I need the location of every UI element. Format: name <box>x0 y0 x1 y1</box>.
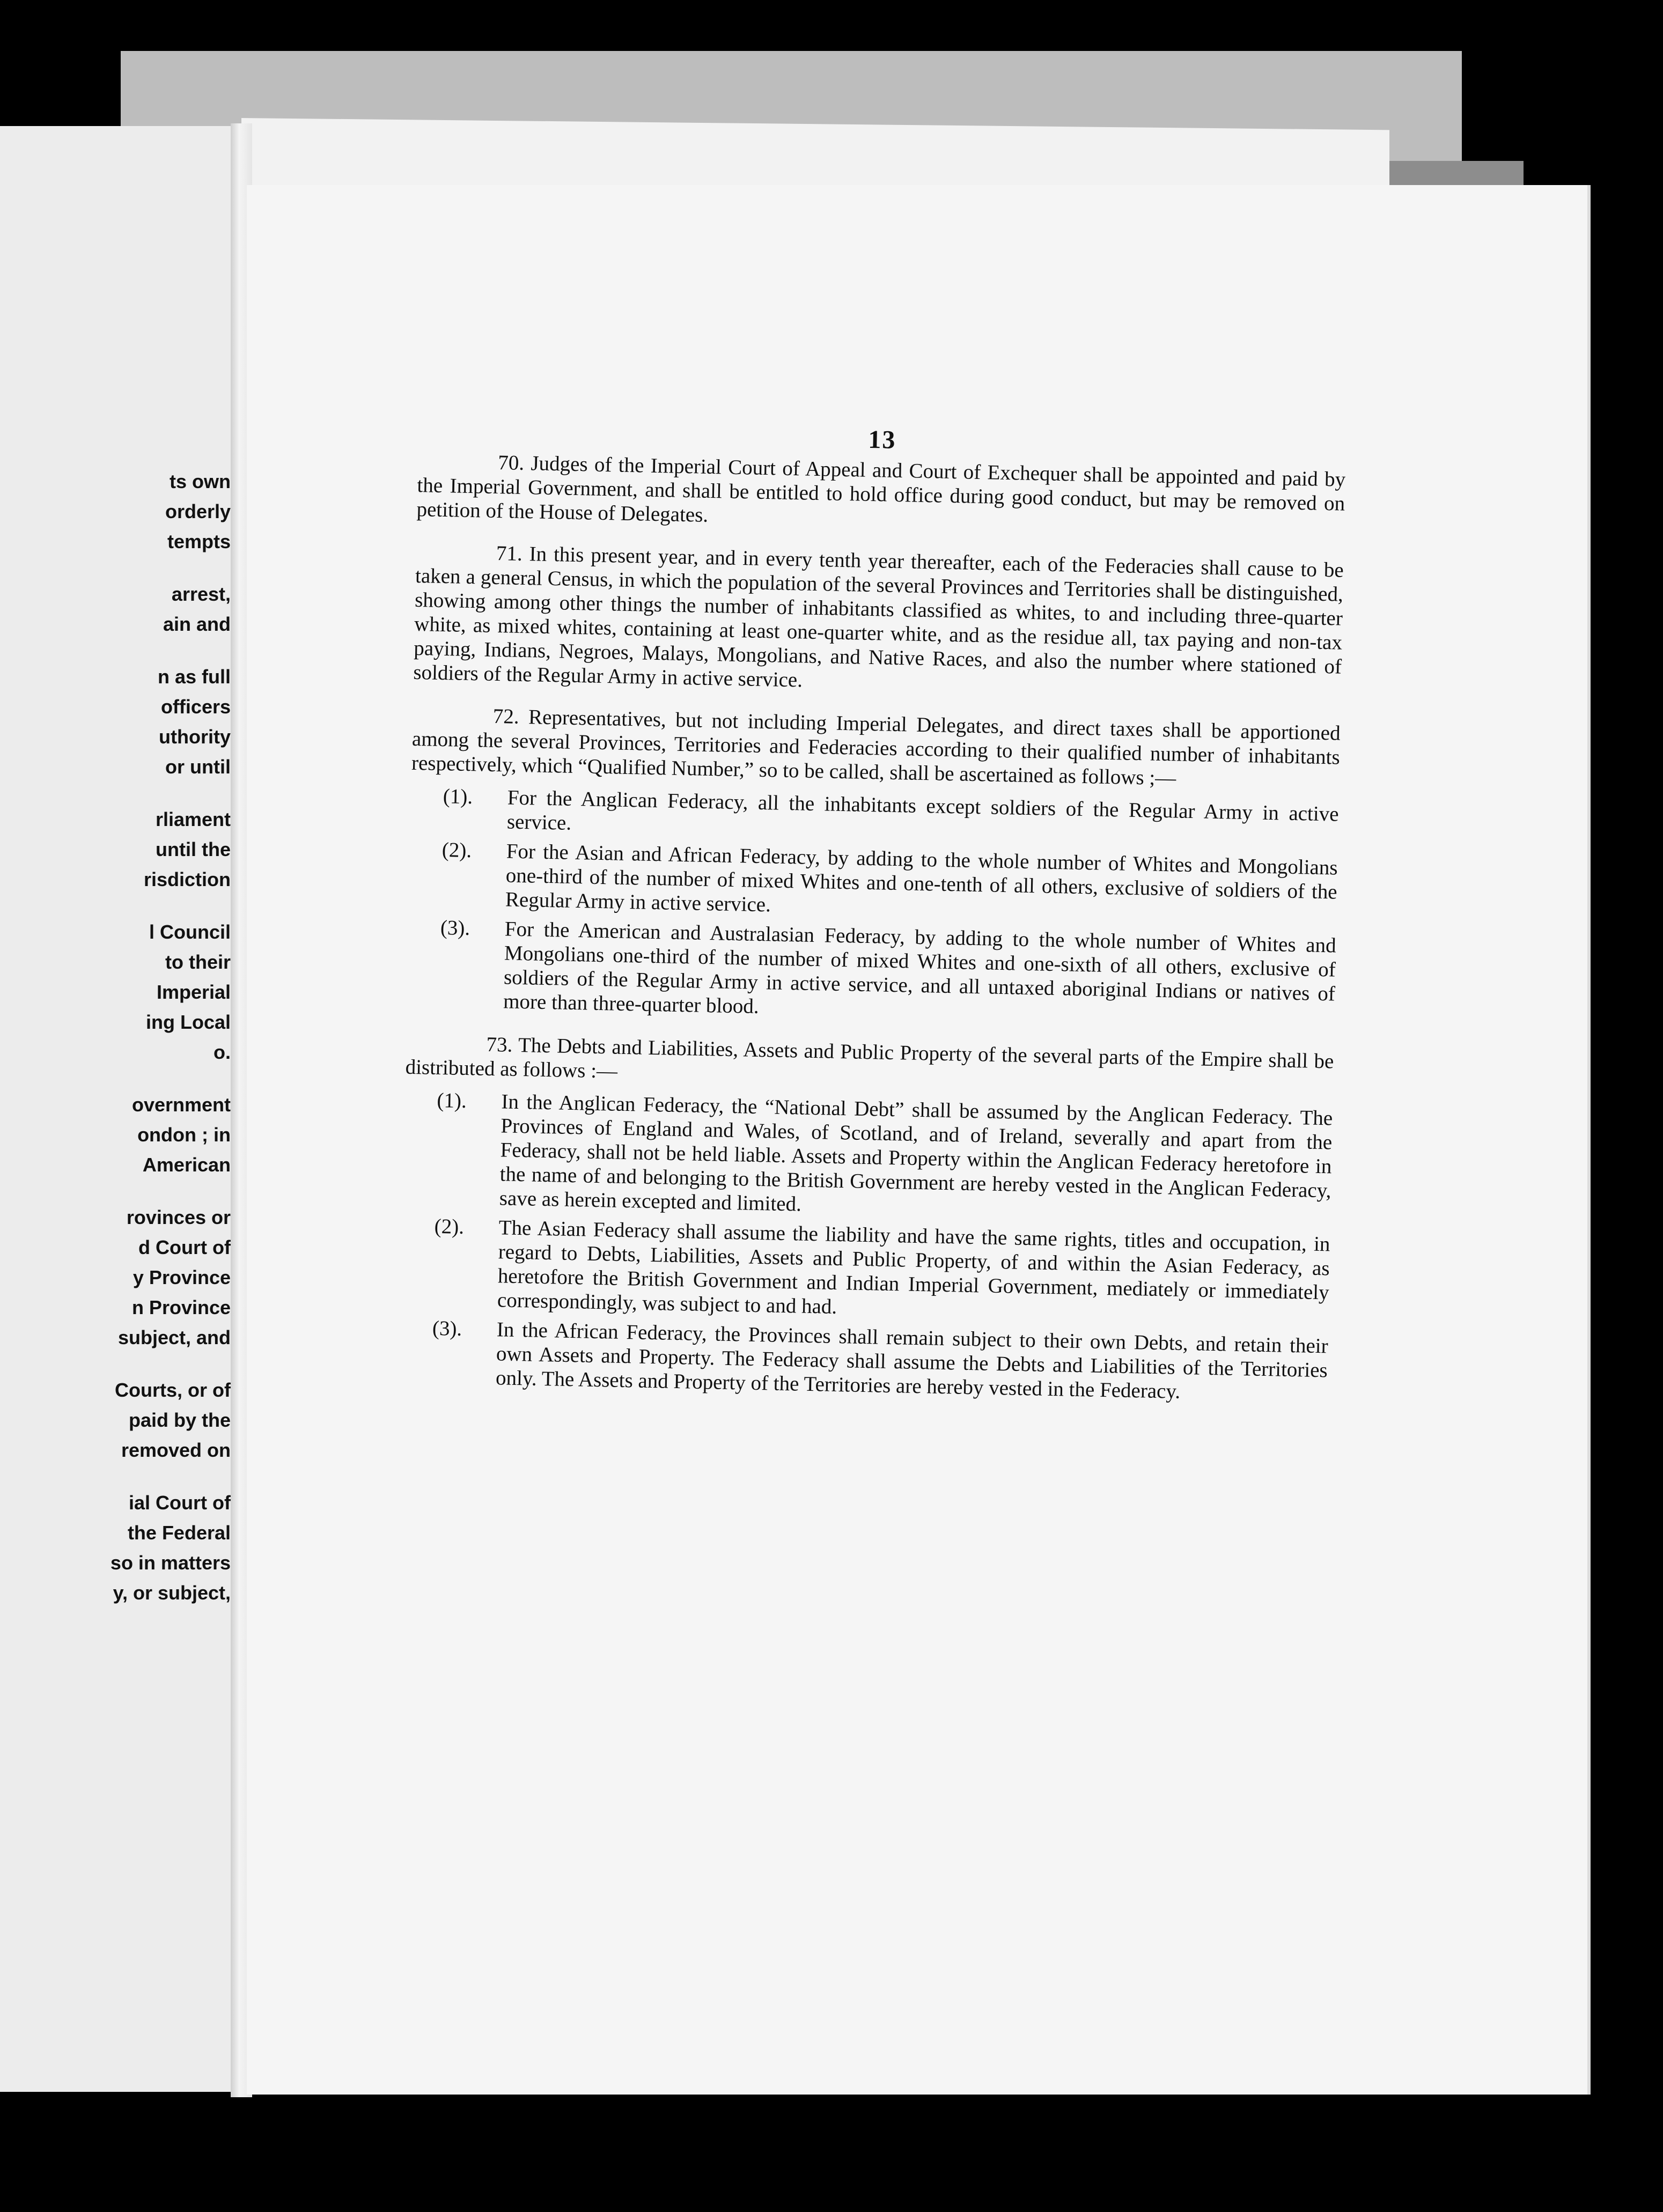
list-item-text: For the Asian and African Federacy, by adding to the whole number of Whites and Mongolians one-third of the number of mixed Whites and one-tenth of all others, exclusive of soldiers of the Regular Army in active service. <box>505 839 1338 917</box>
left-page-line: overnment <box>131 1094 231 1116</box>
section-text: In this present year, and in every tenth year thereafter, each of the Federacies shall cause to be taken a general Census, in which the population of the several Provinces and Territories shall be distinguished, showing among other things the number of inhabitants classified as whites, to and including three-quarter white, as mixed whites, containing at least one-quarter white, and as the residue all, tax paying and non-tax paying, Indians, Negroes, Malays, Mongolians, and Native Races, and also the number where stationed of soldiers of the Regular Army in active service. <box>413 542 1344 692</box>
left-page-line: y Province <box>133 1266 231 1288</box>
section-number: 70. <box>497 451 525 475</box>
page-number: 13 <box>867 425 896 454</box>
left-page-line: until the <box>156 838 231 860</box>
left-page-line: ain and <box>163 613 231 635</box>
left-page-line: Courts, or of <box>115 1379 231 1401</box>
list-item <box>402 1088 1333 1227</box>
left-page-line: rovinces or <box>126 1206 231 1228</box>
list-item-text: The Asian Federacy shall assume the liability and have the same rights, titles and occupation, in regard to Debts, Liabilities, Assets and Public Property, of and within the Asian Federacy, as heretofore the British Government and Indian Imperial Government, mediately or immediately correspondingly, was subject to and had. <box>497 1216 1330 1318</box>
section-number: 71. <box>496 541 523 565</box>
left-page-line: arrest, <box>171 583 231 605</box>
section-text: Judges of the Imperial Court of Appeal and Court of Exchequer shall be appointed and paid by the Imperial Government, and shall be entitled to hold office during good conduct, but may be removed on petition of the House of Delegates. <box>416 452 1346 527</box>
left-page-line: subject, and <box>117 1326 231 1348</box>
left-page-line: officers <box>160 696 231 718</box>
section-72-list <box>407 784 1339 1030</box>
left-page-line: n Province <box>131 1296 231 1318</box>
section-73 <box>405 1031 1334 1098</box>
section-number: 73. <box>486 1033 513 1057</box>
section-70 <box>416 449 1345 540</box>
line-gap <box>0 557 231 579</box>
section-text: Representatives, but not including Imperial Delegates, and direct taxes shall be apportioned among the several Provinces, Territories and Federacies according to their qualified number of inhabitants respectively, which “Qualified Number,” so to be called, shall be ascertained as follows ;— <box>411 705 1341 790</box>
line-gap <box>0 1067 231 1090</box>
page-content <box>399 418 1346 1426</box>
list-item <box>399 1316 1328 1407</box>
left-page-line: or until <box>165 756 231 778</box>
list-item-label: (1). <box>443 785 473 809</box>
left-page-line: ial Court of <box>129 1492 231 1514</box>
line-gap <box>0 639 231 662</box>
list-item-text: For the Anglican Federacy, all the inhabitants except soldiers of the Regular Army in active service. <box>506 786 1339 835</box>
section-72 <box>411 703 1341 794</box>
list-item <box>407 915 1336 1030</box>
left-page-line: paid by the <box>128 1409 231 1431</box>
line-gap <box>0 782 231 805</box>
left-page-line: American <box>142 1154 231 1176</box>
left-page-line: ondon ; in <box>137 1124 231 1146</box>
list-item-label: (3). <box>440 916 470 940</box>
list-item-label: (2). <box>434 1214 465 1239</box>
list-item <box>409 837 1338 928</box>
left-page-line: ts own <box>170 470 231 492</box>
list-item <box>401 1214 1330 1329</box>
line-gap <box>0 895 231 917</box>
section-text: The Debts and Liabilities, Assets and Public Property of the several parts of the Empire shall be distributed as follows :— <box>405 1033 1334 1083</box>
left-page-text <box>0 467 231 1608</box>
left-page-line: to their <box>165 951 231 973</box>
line-gap <box>0 1353 231 1375</box>
section-71 <box>413 540 1344 703</box>
left-page-line: removed on <box>121 1439 231 1461</box>
left-page-line: l Council <box>149 921 231 943</box>
left-page-line: uthority <box>159 726 231 748</box>
left-page-line: d Court of <box>138 1236 231 1258</box>
list-item-text: For the American and Australasian Federacy, by adding to the whole number of Whites and Mongolians one-third of the number of mixed Whites and one-sixth of all others, exclusive of soldiers of the Regular Army in active service, and all untaxed aboriginal Indians or natives of more than three-quarter blood. <box>503 917 1337 1018</box>
left-page-line: Imperial <box>156 981 231 1003</box>
left-page-line: ing Local <box>145 1011 231 1033</box>
list-item-label: (3). <box>432 1316 462 1340</box>
left-page-line: tempts <box>167 530 231 552</box>
left-page-line: risdiction <box>143 868 231 890</box>
section-number: 72. <box>492 704 520 728</box>
left-page-line: so in matters <box>110 1552 231 1574</box>
left-page-line: o. <box>214 1041 231 1063</box>
line-gap <box>0 1465 231 1488</box>
list-item-label: (1). <box>437 1088 467 1113</box>
list-item-label: (2). <box>441 838 472 862</box>
left-page-line: the Federal <box>127 1522 231 1544</box>
left-page-line: y, or subject, <box>113 1582 231 1604</box>
left-page-line: n as full <box>157 666 231 688</box>
left-page-line: rliament <box>155 808 231 830</box>
line-gap <box>0 1180 231 1203</box>
left-page-line: orderly <box>165 500 231 522</box>
list-item-text: In the African Federacy, the Provinces shall remain subject to their own Debts, and retain their own Assets and Property. The Federacy shall assume the Debts and Liabilities of the Territories only. The Assets and Property of the Territories are hereby vested in the Federacy. <box>495 1318 1329 1403</box>
section-73-list <box>399 1088 1333 1407</box>
list-item-text: In the Anglican Federacy, the “National Debt” shall be assumed by the Anglican Federacy. The Provinces of England and Wales, of Scotland, and of Ireland, severally and apart from the Federacy, shall not be held liable. Assets and Property within the Anglican Federacy heretofore in the name of and belonging to the British Government are hereby vested in the Anglican Federacy, save as herein excepted and limited. <box>499 1090 1333 1216</box>
left-page <box>0 126 234 2092</box>
